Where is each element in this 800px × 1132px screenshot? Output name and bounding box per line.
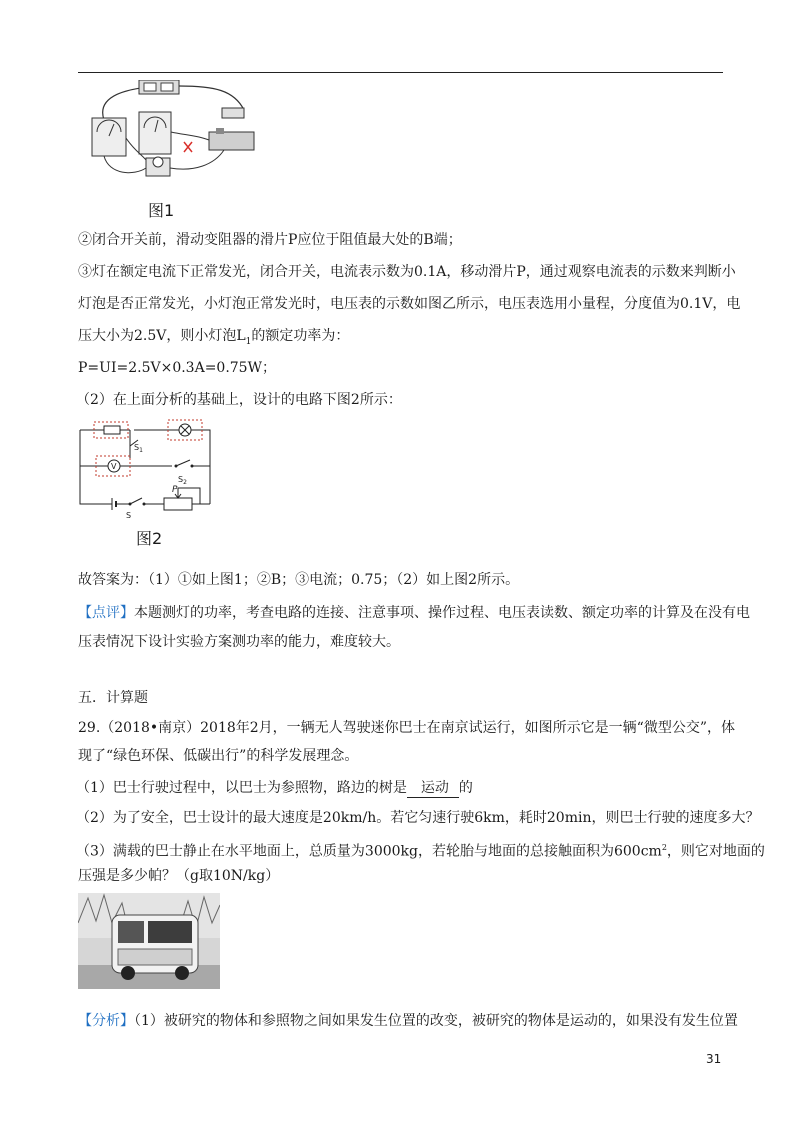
q29-line-1: 29.（2018•南京）2018年2月，一辆无人驾驶迷你巴士在南京试运行，如图所示它是一辆“微型公交”，体 xyxy=(78,720,735,736)
solution-step-3-line-1: ③灯在额定电流下正常发光，闭合开关，电流表示数为0.1A，移动滑片P，通过观察电流表的示数来判断小 xyxy=(78,264,736,280)
solution-part-2: （2）在上面分析的基础上，设计的电路下图2所示： xyxy=(76,392,402,408)
solution-step-3-line-3: 压大小为2.5V，则小灯泡$L_1$的额定功率为： xyxy=(78,328,350,347)
circuit-diagram-2 xyxy=(72,412,220,522)
q29-line-2: 现了“绿色环保、低碳出行”的科学发展理念。 xyxy=(78,748,359,764)
analysis-line-1: 【分析】（1）被研究的物体和参照物之间如果发生位置的改变，被研究的物体是运动的，如果没有发生位置 xyxy=(78,1013,738,1029)
q29-part-1-answer: 运动 xyxy=(407,780,459,798)
header-rule xyxy=(78,72,723,73)
comment-line-2: 压表情况下设计实验方案测功率的能力，难度较大。 xyxy=(78,634,400,650)
comment-tag: 【点评】 xyxy=(78,605,134,621)
analysis-tag: 【分析】 xyxy=(78,1013,134,1029)
switch-s-label: S xyxy=(126,511,132,520)
page-number: 31 xyxy=(706,1052,722,1066)
slider-p-label: P xyxy=(172,485,178,495)
q29-part-2: （2）为了安全，巴士设计的最大速度是20km/h。若它匀速行驶6km，耗时20min，则巴士行驶的速度多大？ xyxy=(76,810,760,826)
switch-s2-label: $S_2$ xyxy=(178,475,187,486)
solution-step-2: ②闭合开关前，滑动变阻器的滑片P应位于阻值最大处的B端； xyxy=(78,232,462,248)
circuit-apparatus-photo xyxy=(84,80,266,188)
figure-2-caption: 图2 xyxy=(136,529,163,548)
q29-part-3-line-1: （3）满载的巴士静止在水平地面上，总质量为3000kg，若轮胎与地面的总接触面积为$600cm^2$，则它对地面的 xyxy=(76,843,765,860)
minibus-photo xyxy=(78,893,220,989)
comment-line-1: 【点评】本题测灯的功率，考查电路的连接、注意事项、操作过程、电压表读数、额定功率的计算及在没有电 xyxy=(78,605,750,621)
q29-part-3-line-2: 压强是多少帕？（g取10N/kg） xyxy=(78,868,280,884)
figure-1-caption: 图1 xyxy=(148,201,175,220)
section-title: 五．计算题 xyxy=(78,690,148,706)
power-formula: P=UI=2.5V×0.3A=0.75W； xyxy=(78,360,276,376)
answer-summary: 故答案为：（1）①如上图1；②B；③电流；0.75；（2）如上图2所示。 xyxy=(78,572,520,588)
switch-s1-label: $S_1$ xyxy=(134,443,143,454)
q29-part-1: （1）巴士行驶过程中，以巴士为参照物，路边的树是 运动 的 xyxy=(76,780,473,796)
voltmeter-label: V xyxy=(111,462,117,471)
solution-step-3-line-2: 灯泡是否正常发光，小灯泡正常发光时，电压表的示数如图乙所示，电压表选用小量程，分度值为0.1V，电 xyxy=(78,296,741,312)
